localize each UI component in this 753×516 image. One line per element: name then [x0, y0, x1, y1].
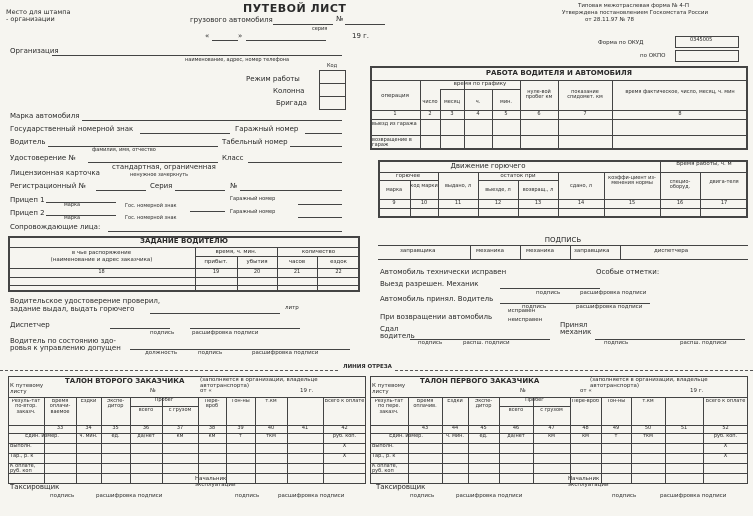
fuel-title: Движение горючего: [450, 162, 526, 170]
trailer2-label: Прицеп 2: [10, 209, 45, 217]
coupon1-tax-decode: расшифровка подписи: [456, 493, 523, 499]
coupon2-tax-sign: подпись: [50, 493, 75, 499]
coupon2-header-cell: т.км: [265, 399, 277, 404]
tab-number-label: Табельный номер: [222, 138, 288, 146]
coupon1-num-cell: 43: [421, 425, 429, 431]
fuel-num-10: 10: [420, 200, 428, 206]
coupon1-header-cell: Время оплачив.: [413, 399, 437, 410]
work-row-return: возвращение в гараж: [372, 137, 412, 149]
coupon2-mileage-label: Пробег: [154, 397, 174, 403]
coupon2-chief: Начальник эксплуатации: [195, 476, 236, 488]
license-label: Удостоверение №: [10, 154, 76, 162]
number-sign: №: [336, 15, 344, 23]
coupon2-unit-cell: да/нет: [137, 434, 155, 439]
accepted-decode: расшифровка подписи: [576, 304, 643, 310]
work-row-exit: выезд из гаража: [372, 121, 417, 127]
coupon2-chief-sign: подпись: [235, 493, 260, 499]
coupon1-year: 19 г.: [690, 388, 704, 394]
coupon1-unit-cell: да/нет: [507, 434, 525, 439]
stamp-org-label: - организации: [6, 15, 55, 23]
coupon2-header-cell: всего: [138, 408, 154, 413]
code-label: Код: [327, 63, 338, 69]
work-col-speedometer: показание спидомет. км: [567, 89, 603, 101]
coupon2-col-divider: [255, 397, 256, 484]
form-type: Типовая межотраслевая форма № 4-П: [578, 3, 689, 9]
coupon1-col-divider: [442, 397, 443, 484]
coupon2-header-cell: Пере-вроб: [204, 399, 220, 410]
coupon2-num-cell: 40: [267, 425, 275, 431]
coupon2-col-divider: [287, 397, 288, 484]
cut-line-label: ЛИНИЯ ОТРЕЗА: [340, 365, 395, 371]
coupon2-col-divider: [226, 397, 227, 484]
fuel-col-coef: коэффи-циент из-менения нормы: [608, 175, 656, 187]
task-title: ЗАДАНИЕ ВОДИТЕЛЮ: [140, 237, 228, 245]
coupon2-taxation: Таксировщик: [10, 483, 60, 491]
fuel-col-rest: остаток при: [500, 173, 536, 179]
coupon2-row_done-label: Выполн.: [10, 444, 32, 449]
task-col-disposal-hint: (наименование и адрес заказчика): [50, 257, 153, 263]
fuel-col-exit: выезде, л: [485, 187, 511, 193]
page-title: ПУТЕВОЙ ЛИСТ: [243, 2, 347, 15]
task-col-trips: ездок: [330, 259, 347, 265]
driver-label: Водитель: [10, 138, 46, 146]
fuel-num-16: 16: [676, 200, 684, 206]
coupon1-unit-cell: т: [614, 434, 618, 439]
coupon2-header-cell: Ездки: [80, 399, 97, 404]
work-col-actual-time: время фактическое, число, месяц, ч. мин: [625, 89, 735, 95]
okud-code: 0345005: [690, 37, 713, 43]
accepted-sign: подпись: [522, 304, 547, 310]
coupon2-num-cell: 36: [142, 425, 150, 431]
garage-number-label: Гаражный номер: [235, 125, 299, 133]
exit-decode: расшифровка подписи: [580, 290, 647, 296]
health-position: должность: [145, 350, 178, 356]
return-broken: неисправен: [508, 317, 543, 323]
coupon2-unit-cell: ед.: [111, 434, 120, 439]
driver-decode: распш. подписи: [463, 340, 510, 346]
coupon2-num-cell: 38: [208, 425, 216, 431]
car-ok-label: Автомобиль технически исправен: [380, 268, 507, 276]
task-col-time: время, ч. мин.: [215, 249, 257, 255]
coupon2-row_tariff-label: Тар., р. к: [10, 454, 34, 459]
series-label: серия: [312, 26, 328, 32]
class-label: Класс: [222, 154, 244, 162]
code-box: [319, 70, 346, 110]
work-num-7: 7: [583, 111, 587, 117]
coupon1-col-divider: [468, 397, 469, 484]
organization-hint: наименование, адрес, номер телефона: [185, 57, 290, 63]
work-num-8: 8: [678, 111, 682, 117]
work-num-5: 5: [504, 111, 508, 117]
license-checked: Водительское удостоверение проверил,: [10, 297, 161, 305]
trailer1-label: Прицеп 1: [10, 196, 45, 204]
coupon2-num-cell: 33: [56, 425, 64, 431]
coupon1-num-cell: 45: [480, 425, 487, 431]
trailer1-brand: марка: [64, 202, 81, 208]
coupon1-num-cell: 49: [612, 425, 620, 431]
coupon1-mileage-label: Пробег: [525, 397, 544, 403]
coupon2-num-cell: 34: [85, 425, 92, 431]
state-number-label: Государственный номерной знак: [10, 125, 134, 133]
reg-number-sign: №: [230, 182, 238, 190]
trailer2-gos: Гос. номерной знак: [125, 215, 177, 221]
coupon2-note: (заполняется в организации, владельце автотранспорта): [200, 377, 318, 389]
work-num-3: 3: [450, 111, 454, 117]
coupon2-num-cell: 42: [341, 425, 348, 431]
coupon1-row_tariff-label: Тар., р. к: [372, 454, 396, 459]
coupon1-num-cell: 50: [644, 425, 652, 431]
coupon2-col-divider: [323, 397, 324, 484]
coupon2-unit-cell: ткм: [266, 434, 276, 439]
coupon2-num-cell: 35: [112, 425, 119, 431]
coupon1-unit-cell: км: [582, 434, 589, 439]
coupon1-title: ТАЛОН ПЕРВОГО ЗАКАЗЧИКА: [420, 377, 540, 385]
work-col-schedule: время по графику: [453, 81, 507, 87]
health-sign: подпись: [198, 350, 223, 356]
trailer1-garage: Гаражный номер: [230, 196, 276, 202]
reg-number-label: Регистрационный №: [10, 182, 86, 190]
exit-allowed-label: Выезд разрешен. Механик: [380, 280, 479, 288]
coupon1-row-divider: [370, 463, 748, 464]
coupon1-header-cell: т.км: [642, 399, 654, 404]
mech-decode: распш. подписи: [680, 340, 727, 346]
work-col-hour: ч.: [475, 99, 481, 105]
task-col-arrival: прибыт.: [204, 259, 228, 265]
coupon1-chief: Начальник эксплуатации: [568, 476, 609, 488]
coupon2-row-divider: [8, 453, 366, 454]
coupon1-from: от «: [580, 388, 592, 394]
coupon1-col-divider: [665, 397, 666, 484]
coupon1-header-cell: Пере-вроб: [571, 399, 600, 404]
coupon1-num-cell: 44: [451, 425, 459, 431]
okpo-code-box: [675, 50, 739, 62]
license-card-label: Лицензионная карточка: [10, 169, 100, 177]
work-num-2: 2: [428, 111, 432, 117]
coupon1-unit-cell: км: [548, 434, 555, 439]
coupon2-unit-cell: км: [208, 434, 216, 439]
sign-fueler: заправщика: [400, 248, 436, 254]
coupon1-row-divider: [370, 473, 748, 474]
coupon1-header-cell: Экспе-дитор: [474, 399, 493, 410]
task-num-21: 21: [293, 269, 301, 275]
coupon1-unit-cell: Един. измер.: [389, 434, 423, 439]
sign-mechanic-2: механика: [526, 248, 555, 254]
fuel-col-return: возвращ., л: [522, 187, 554, 193]
dispatcher-decode: расшифровка подписи: [192, 330, 259, 336]
coupon1-x-mark: X: [723, 443, 728, 449]
coupon2-num-cell: 39: [237, 425, 244, 431]
mech-sign: подпись: [604, 340, 629, 346]
coupon2-row_pay-label: К оплате, руб. коп: [10, 464, 36, 475]
coupon2-x-mark: X: [342, 453, 347, 459]
work-time-label: Время работы, ч. м: [676, 161, 732, 167]
coupon1-header-cell: с грузом: [540, 408, 563, 413]
coupon2-unit-cell: Един. измер.: [25, 434, 59, 439]
driver-hint: фамилия, имя, отчество: [92, 147, 156, 153]
on-return-label: При возвращении автомобиль: [380, 313, 493, 321]
coupon1-header-cell: Всего к оплате: [705, 399, 746, 404]
coupon2-unit-cell: ч. мин.: [79, 434, 98, 439]
coupon1-unit-cell: руб. коп.: [713, 434, 738, 439]
coupon1-num-cell: 52: [722, 425, 729, 431]
task-num-19: 19: [212, 269, 220, 275]
work-num-4: 4: [476, 111, 480, 117]
okpo-label: по ОКПО: [640, 53, 666, 59]
work-table: [370, 66, 748, 150]
coupon2-unit-cell: т: [239, 434, 242, 439]
coupon1-unit-cell: ед.: [479, 434, 488, 439]
form-approved: Утверждена постановлением Госкомстата России: [562, 10, 709, 16]
coupon2-header-cell: Экспе-дитор: [106, 399, 125, 410]
coupon2-year: 19 г.: [300, 388, 314, 394]
coupon1-taxation: Таксировщик: [376, 483, 426, 491]
fuel-col-fuel: горючее: [395, 173, 421, 179]
fuel-col-engine: двига-теля: [709, 179, 739, 185]
coupon1-row_pay-label: К оплате, руб. коп: [372, 464, 398, 475]
fuel-num-13: 13: [534, 200, 542, 206]
coupon2-col-divider: [101, 397, 102, 484]
date-close-quote: »: [238, 32, 243, 40]
task-issued: задание выдал, выдать горючего: [10, 305, 135, 313]
fuel-num-17: 17: [720, 200, 728, 206]
coupon2-chief-decode: расшифровка подписи: [278, 493, 345, 499]
reg-series-label: Серия: [150, 182, 173, 190]
work-col-operation: операция: [381, 93, 409, 99]
health-line2: ровья к управлению допущен: [10, 344, 121, 352]
work-col-day: число: [422, 99, 438, 105]
fuel-col-issued: выдано, л: [444, 183, 472, 189]
return-fixed: исправен: [508, 308, 536, 314]
car-accepted-label: Автомобиль принял. Водитель: [380, 295, 494, 303]
coupon1-col-divider: [601, 397, 602, 484]
coupon2-num-cell: 37: [176, 425, 184, 431]
dispatcher-sign: подпись: [150, 330, 175, 336]
accompanying-label: Сопровождающие лица:: [10, 223, 101, 231]
accepted-mech-label: Принял механик: [560, 321, 592, 337]
coupon1-col-divider: [703, 397, 704, 484]
fuel-col-special: специо-оборуд.: [669, 179, 691, 191]
coupon1-tax-sign: подпись: [410, 493, 435, 499]
coupon1-num-cell: 46: [512, 425, 520, 431]
coupon1-chief-decode: расшифровка подписи: [660, 493, 727, 499]
coupon2-header-cell: с грузом: [168, 408, 192, 413]
task-num-20: 20: [253, 269, 261, 275]
date-open-quote: «: [205, 32, 210, 40]
coupon2-num-cell: 41: [301, 425, 309, 431]
coupon1-row-divider: [370, 453, 748, 454]
coupon1-header-cell: всего: [508, 408, 524, 413]
coupon1-header-cell: Ездки: [447, 399, 463, 404]
trailer1-gos: Гос. номерной знак: [125, 203, 177, 209]
trailer2-garage: Гаражный номер: [230, 209, 276, 215]
coupon2-header-cell: Всего к оплате: [324, 399, 365, 404]
fuel-col-handed: сдано, л: [570, 183, 592, 189]
fuel-num-12: 12: [494, 200, 502, 206]
coupon1-col-divider: [631, 397, 632, 484]
coupon1-unit-cell: ткм: [643, 434, 653, 439]
coupon1-col-divider: [570, 397, 571, 484]
coupon1-num-cell: 51: [680, 425, 688, 431]
coupon2-row-divider: [8, 463, 366, 464]
year-label: 19 г.: [352, 32, 370, 40]
coupon1-row_done-label: Выполн.: [372, 444, 394, 449]
coupon2-header-cell: Тон-ны: [231, 399, 250, 404]
coupon2-title: ТАЛОН ВТОРОГО ЗАКАЗЧИКА: [65, 377, 185, 385]
coupon1-to-list: К путевому листу: [372, 383, 406, 395]
work-num-1: 1: [393, 111, 397, 117]
brigade-label: Бригада: [276, 99, 307, 107]
work-col-month: месяц: [443, 99, 460, 105]
work-col-zero-run: нуле-вой пробег км: [525, 89, 553, 101]
coupon2-col-divider: [76, 397, 77, 484]
coupon2-from: от «: [200, 388, 212, 394]
car-brand-label: Марка автомобиля: [10, 112, 80, 120]
task-num-22: 22: [335, 269, 342, 275]
exit-sign: подпись: [536, 290, 561, 296]
form-date: от 28.11.97 № 78: [585, 17, 635, 23]
sign-mechanic: механика: [476, 248, 505, 254]
sign-dispatcher: диспетчера: [654, 248, 689, 254]
coupon2-header-cell: Время оплачи-ваемое: [49, 399, 71, 415]
column-label: Колонна: [273, 87, 305, 95]
coupon2-row-divider: [8, 443, 366, 444]
health-decode: расшифровка подписи: [252, 350, 319, 356]
fuel-num-9: 9: [392, 200, 396, 206]
task-col-count: количество: [301, 249, 336, 255]
dispatcher-label: Диспетчер: [10, 321, 50, 329]
fuel-col-mark: марка: [385, 187, 403, 193]
liters-label: литр: [285, 305, 299, 311]
health-line1: Водитель по состоянию здо-: [10, 337, 116, 345]
coupon2-x-mark: X: [342, 443, 347, 449]
card-hint: ненужное зачеркнуть: [130, 172, 189, 178]
coupon1-note: (заполняется в организации, владельце автотранспорта): [590, 377, 708, 389]
coupon2-col-divider: [198, 397, 199, 484]
coupon1-num-cell: 47: [548, 425, 555, 431]
coupon1-chief-sign: подпись: [612, 493, 637, 499]
task-col-departure: убытия: [246, 259, 268, 265]
task-col-hours: часов: [288, 259, 306, 265]
trailer2-brand: марка: [64, 215, 81, 221]
stamp-place-label: Место для штампа: [6, 8, 71, 16]
coupon1-mileage-divider: [499, 406, 570, 407]
fuel-num-15: 15: [628, 200, 636, 206]
coupon1-row-divider: [370, 443, 748, 444]
coupon2-unit-cell: руб. коп.: [332, 434, 357, 439]
coupon2-to-list: К путевому листу: [10, 383, 44, 395]
fuel-num-11: 11: [454, 200, 462, 206]
page-subtitle: грузового автомобиля: [190, 16, 273, 24]
work-col-min: мин.: [500, 99, 512, 105]
coupon2-mileage-divider: [130, 406, 198, 407]
task-num-18: 18: [98, 269, 105, 275]
coupon2-header-cell: Резуль-тат по-втор. заказч.: [11, 399, 41, 415]
coupon1-header-cell: Тон-ны: [606, 399, 626, 404]
fuel-col-code: код марки: [410, 183, 438, 189]
coupon1-header-cell: Резуль-тат по пере. заказч.: [374, 399, 404, 415]
coupon2-number: №: [150, 388, 156, 394]
coupon2-tax-decode: расшифровка подписи: [96, 493, 163, 499]
organization-label: Организация: [10, 47, 59, 55]
card-kind: стандартная, ограниченная: [112, 163, 216, 171]
work-title: РАБОТА ВОДИТЕЛЯ И АВТОМОБИЛЯ: [485, 69, 633, 77]
coupon1-x-mark: X: [723, 453, 728, 459]
signatures-title: ПОДПИСЬ: [544, 236, 582, 244]
coupon1-unit-cell: ч. мин.: [445, 434, 464, 439]
okud-label: Форма по ОКУД: [598, 40, 644, 46]
fuel-num-14: 14: [577, 200, 585, 206]
driver-sign: подпись: [418, 340, 443, 346]
sign-fueler-2: заправщика: [574, 248, 610, 254]
coupon2-row-divider: [8, 473, 366, 474]
coupon1-num-cell: 48: [582, 425, 589, 431]
coupon1-number: №: [520, 388, 526, 394]
work-num-6: 6: [537, 111, 541, 117]
coupon1-col-divider: [408, 397, 409, 484]
handed-driver-label: Сдал водитель: [380, 325, 415, 341]
coupon2-unit-cell: км: [176, 434, 184, 439]
work-mode-label: Режим работы: [246, 75, 300, 83]
task-col-disposal: в чье распоряжение: [71, 250, 132, 256]
special-notes-label: Особые отметки:: [596, 268, 660, 276]
